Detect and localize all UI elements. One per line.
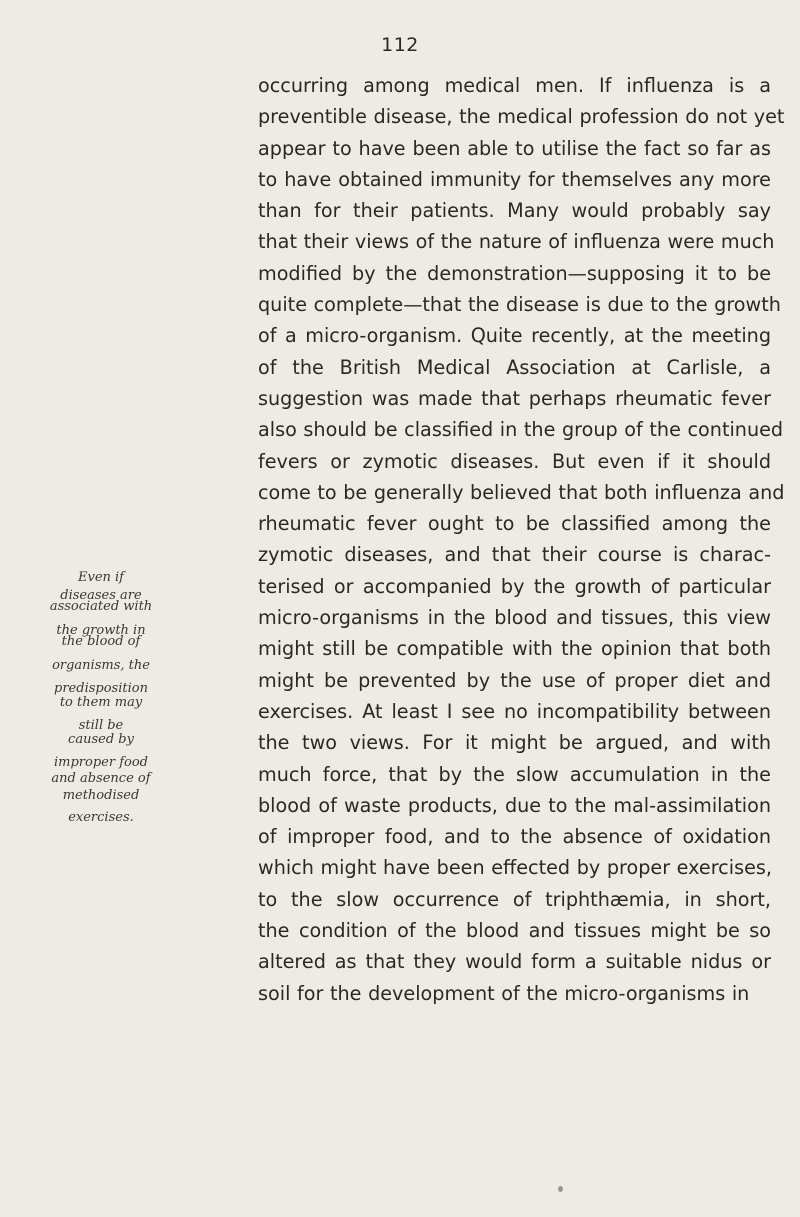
body-line: of a micro-organism. Quite recently, at the meeting [258, 324, 771, 348]
body-line: rheumatic fever ought to be classified among the [258, 512, 771, 536]
body-line: zymotic diseases, and that their course is charac- [258, 543, 771, 567]
margin-note-line: associated with [49, 599, 153, 614]
margin-note-line: caused by [68, 731, 134, 747]
body-line: modified by the demonstration—supposing it to be [258, 261, 771, 285]
body-line: come to be generally believed that both influenza and [258, 480, 785, 504]
margin-note-line: to them may [59, 694, 143, 710]
margin-note-line: still be [78, 718, 124, 733]
paper-speck [558, 1186, 563, 1192]
page-number: 112 [381, 34, 419, 56]
margin-note-line: the growth in [56, 622, 146, 638]
body-line: fevers or zymotic diseases. But even if it should [258, 449, 771, 473]
body-line: quite complete—that the disease is due to the growth [258, 293, 781, 317]
margin-note-line: methodised [62, 788, 140, 803]
body-line: might be prevented by the use of proper diet and [258, 668, 771, 692]
margin-note-line: organisms, the [52, 657, 150, 673]
body-line: the condition of the blood and tissues might be so [258, 919, 771, 943]
body-line: might still be compatible with the opinion that both [258, 637, 771, 661]
body-line: appear to have been able to utilise the fact so far as [258, 136, 771, 160]
body-line: occurring among medical men. If influenza is a [258, 74, 771, 97]
body-line: of the British Medical Association at Carlisle, a [258, 355, 771, 379]
body-line: to the slow occurrence of triphthæmia, in short, [258, 887, 771, 911]
margin-note-line: the blood of [61, 634, 141, 649]
body-line: which might have been effected by proper exercises, [258, 856, 772, 880]
body-line: of improper food, and to the absence of oxidation [258, 825, 771, 849]
margin-note [6, 566, 196, 829]
margin-note-line: improper food [54, 755, 148, 770]
margin-note-line: Even if [77, 570, 124, 585]
body-line: micro-organisms in the blood and tissues, this view [258, 606, 771, 630]
body-line: also should be classified in the group of the continued [258, 418, 784, 442]
body-line: much force, that by the slow accumulation in the [258, 762, 771, 786]
body-line: altered as that they would form a suitable nidus or [258, 950, 771, 974]
body-line: that their views of the nature of influenza were much [258, 230, 775, 254]
body-line: exercises. At least I see no incompatibility between [258, 699, 771, 723]
body-line: terised or accompanied by the growth of particular [258, 574, 771, 598]
body-line: blood of waste products, due to the mal-assimilation [258, 793, 771, 817]
margin-note-line: diseases are [60, 587, 142, 603]
body-line: the two views. For it might be argued, and with [258, 731, 771, 755]
body-line: preventible disease, the medical profession do not yet [258, 105, 785, 129]
body-line: soil for the development of the micro-organisms in [258, 981, 750, 1005]
margin-note-line: predisposition [54, 681, 148, 696]
body-line: than for their patients. Many would probably say [258, 199, 771, 223]
margin-note-line: and absence of [51, 770, 151, 786]
body-text [258, 70, 785, 1009]
body-line: suggestion was made that perhaps rheumatic fever [258, 386, 771, 410]
body-line: to have obtained immunity for themselves any more [258, 167, 771, 191]
margin-note-line: exercises. [68, 809, 134, 825]
